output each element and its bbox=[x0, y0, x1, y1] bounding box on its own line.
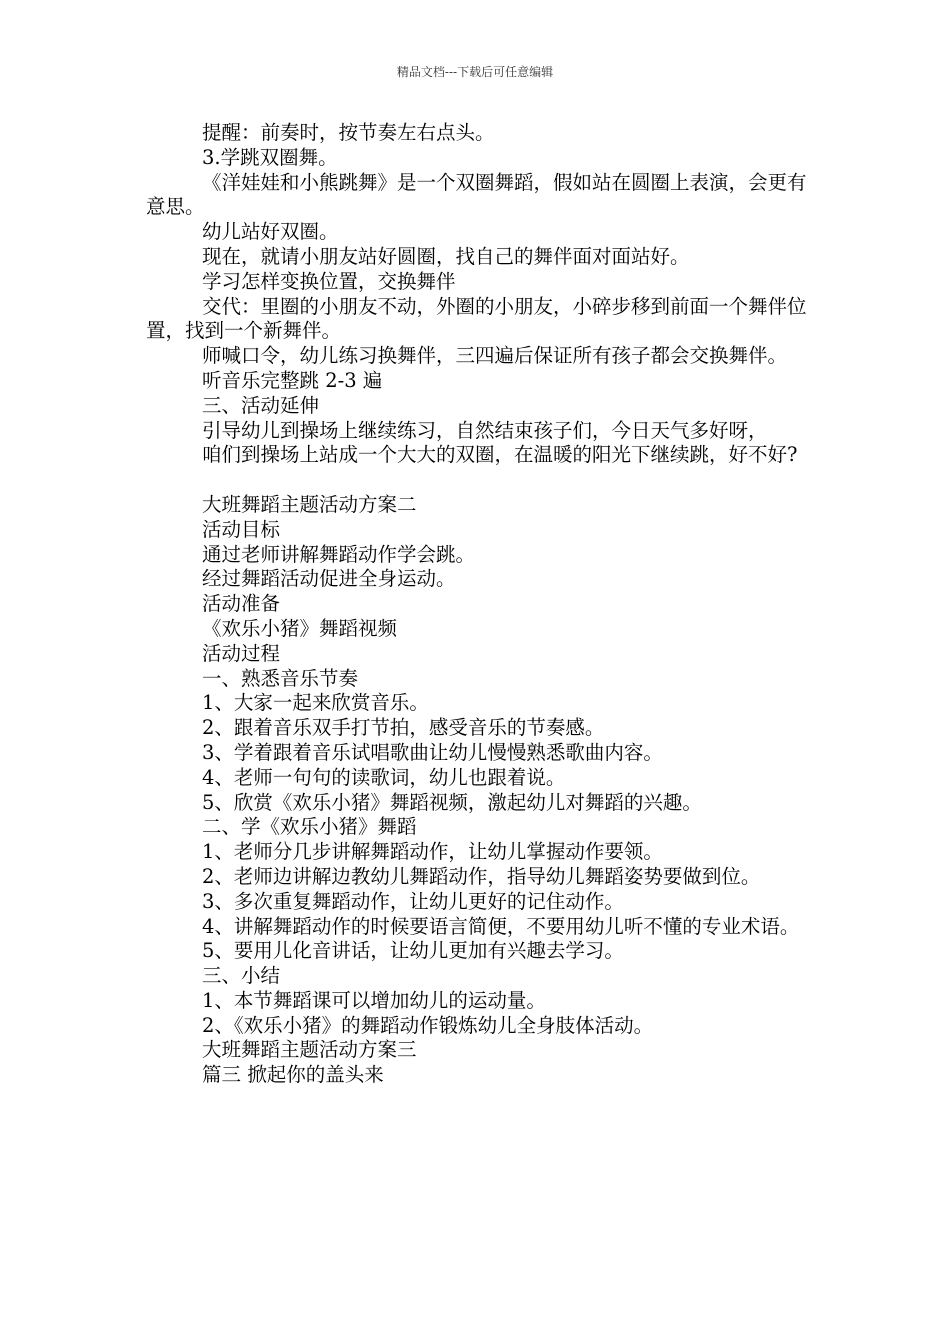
paragraph: 2、跟着音乐双手打节拍，感受音乐的节奏感。 bbox=[202, 716, 605, 740]
paragraph: 活动目标 bbox=[202, 517, 281, 541]
paragraph: 5、欣赏《欢乐小猪》舞蹈视频，激起幼儿对舞蹈的兴趣。 bbox=[202, 790, 702, 814]
paragraph: 一、熟悉音乐节奏 bbox=[202, 666, 359, 690]
document-body bbox=[146, 121, 816, 1088]
paragraph: 引导幼儿到操场上继续练习，自然结束孩子们，今日天气多好呀， bbox=[202, 418, 768, 442]
paragraph: 三、活动延伸 bbox=[202, 393, 320, 417]
paragraph: 经过舞蹈活动促进全身运动。 bbox=[202, 567, 456, 591]
paragraph: 提醒：前奏时，按节奏左右点头。 bbox=[202, 121, 495, 144]
paragraph: 幼儿站好双圈。 bbox=[202, 220, 339, 244]
paragraph: 1、大家一起来欣赏音乐。 bbox=[202, 691, 429, 715]
paragraph: 学习怎样变换位置，交换舞伴 bbox=[202, 269, 456, 293]
paragraph: 篇三 掀起你的盖头来 bbox=[202, 1063, 384, 1087]
paragraph: 大班舞蹈主题活动方案二 bbox=[202, 492, 417, 516]
paragraph: 三、小结 bbox=[202, 964, 281, 988]
paragraph: 现在，就请小朋友站好圆圈，找自己的舞伴面对面站好。 bbox=[202, 244, 690, 268]
paragraph: 《欢乐小猪》舞蹈视频 bbox=[202, 616, 398, 640]
page-header-watermark: 精品文档---下载后可任意编辑 bbox=[396, 65, 554, 79]
paragraph: 3、学着跟着音乐试唱歌曲让幼儿慢慢熟悉歌曲内容。 bbox=[202, 740, 663, 764]
paragraph: 活动准备 bbox=[202, 592, 281, 616]
paragraph: 《洋娃娃和小熊跳舞》是一个双圈舞蹈，假如站在圆圈上表演，会更有意思。 bbox=[146, 170, 807, 219]
paragraph: 通过老师讲解舞蹈动作学会跳。 bbox=[202, 542, 476, 566]
paragraph: 2、《欢乐小猪》的舞蹈动作锻炼幼儿全身肢体活动。 bbox=[202, 1013, 654, 1037]
section-part-2 bbox=[146, 493, 816, 1088]
paragraph: 1、老师分几步讲解舞蹈动作，让幼儿掌握动作要领。 bbox=[202, 840, 663, 864]
paragraph: 2、老师边讲解边教幼儿舞蹈动作，指导幼儿舞蹈姿势要做到位。 bbox=[202, 864, 761, 888]
paragraph: 4、老师一句句的读歌词，幼儿也跟着说。 bbox=[202, 765, 566, 789]
paragraph: 交代：里圈的小朋友不动，外圈的小朋友，小碎步移到前面一个舞伴位置，找到一个新舞伴。 bbox=[146, 294, 807, 343]
paragraph: 1、本节舞蹈课可以增加幼儿的运动量。 bbox=[202, 988, 546, 1012]
paragraph: 大班舞蹈主题活动方案三 bbox=[202, 1038, 417, 1062]
paragraph: 3.学跳双圈舞。 bbox=[202, 145, 338, 169]
paragraph: 二、学《欢乐小猪》舞蹈 bbox=[202, 815, 417, 839]
section-part-1 bbox=[146, 121, 816, 468]
paragraph: 咱们到操场上站成一个大大的双圈，在温暖的阳光下继续跳，好不好? bbox=[202, 443, 798, 467]
paragraph: 3、多次重复舞蹈动作，让幼儿更好的记住动作。 bbox=[202, 889, 624, 913]
paragraph: 5、要用儿化音讲话，让幼儿更加有兴趣去学习。 bbox=[202, 939, 624, 963]
paragraph: 活动过程 bbox=[202, 641, 281, 665]
paragraph: 师喊口令，幼儿练习换舞伴，三四遍后保证所有孩子都会交换舞伴。 bbox=[202, 344, 788, 368]
paragraph: 听音乐完整跳 2-3 遍 bbox=[202, 368, 383, 392]
paragraph: 4、讲解舞蹈动作的时候要语言简便，不要用幼儿听不懂的专业术语。 bbox=[202, 914, 800, 938]
blank-line bbox=[146, 468, 816, 493]
